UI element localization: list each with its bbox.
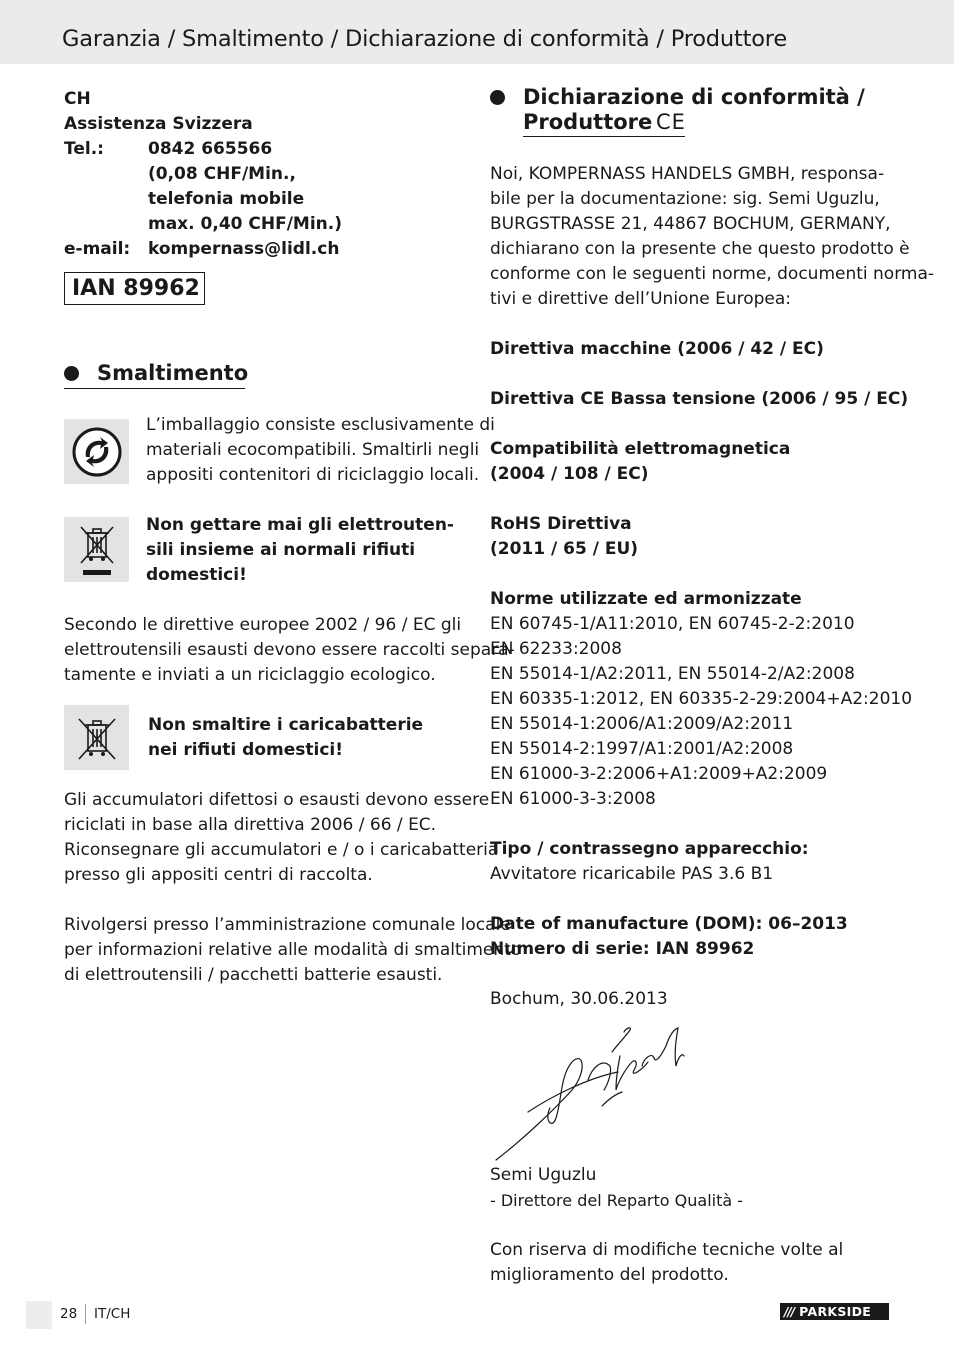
weee-text: Secondo le direttive europee 2002 / 96 / EC gli: [64, 615, 462, 635]
section-heading-conformity-2: Produttore: [523, 110, 653, 134]
contact-tel-line: max. 0,40 CHF/Min.): [148, 214, 342, 234]
contact-email-label: e-mail:: [64, 239, 131, 259]
ce-mark: CE: [656, 110, 686, 134]
directive-machines: Direttiva macchine (2006 / 42 / EC): [490, 339, 824, 359]
intro-text: tivi e direttive dell’Unione Europea:: [490, 289, 792, 309]
standard-item: EN 61000-3-3:2008: [490, 789, 656, 809]
standard-item: EN 55014-1:2006/A1:2009/A2:2011: [490, 714, 794, 734]
contact-email: kompernass@lidl.ch: [148, 239, 340, 259]
intro-text: Noi, KOMPERNASS HANDELS GMBH, responsa-: [490, 164, 885, 184]
standards-heading: Norme utilizzate ed armonizzate: [490, 589, 802, 609]
directive-emc: (2004 / 108 / EC): [490, 464, 649, 484]
bullet-icon: [64, 366, 79, 381]
crossed-bin-icon: [64, 705, 129, 770]
heading-underline: [523, 136, 685, 137]
battery-text: Gli accumulatori difettosi o esausti devono essere: [64, 790, 490, 810]
ian-box: IAN 89962: [64, 272, 205, 305]
charger-warning: nei rifiuti domestici!: [148, 740, 343, 760]
standard-item: EN 60745-1/A11:2010, EN 60745-2-2:2010: [490, 614, 855, 634]
recycling-icon: [64, 419, 129, 484]
charger-warning: Non smaltire i caricabatterie: [148, 715, 424, 735]
contact-tel-line: (0,08 CHF/Min.,: [148, 164, 296, 184]
page-number: 28: [60, 1306, 78, 1322]
disclaimer-text: Con riserva di modifiche tecniche volte al: [490, 1240, 844, 1260]
type-label: Tipo / contrassegno apparecchio:: [490, 839, 809, 859]
disclaimer-text: miglioramento del prodotto.: [490, 1265, 729, 1285]
signature: [492, 1022, 692, 1164]
standard-item: EN 55014-2:1997/A1:2001/A2:2008: [490, 739, 794, 759]
type-value: Avvitatore ricaricabile PAS 3.6 B1: [490, 864, 774, 884]
municipal-text: per informazioni relative alle modalità di smaltimento: [64, 940, 522, 960]
contact-tel-line: 0842 665566: [148, 139, 273, 159]
municipal-text: di elettroutensili / pacchetti batterie esausti.: [64, 965, 443, 985]
place-date: Bochum, 30.06.2013: [490, 989, 668, 1009]
packaging-text: materiali ecocompatibili. Smaltirli negli: [146, 440, 480, 460]
serial-number: Numero di serie: IAN 89962: [490, 939, 755, 959]
directive-rohs: RoHS Direttiva: [490, 514, 632, 534]
directive-rohs: (2011 / 65 / EU): [490, 539, 639, 559]
battery-text: Riconsegnare gli accumulatori e / o i caricabatteria: [64, 840, 499, 860]
directive-low-voltage: Direttiva CE Bassa tensione (2006 / 95 / EC): [490, 389, 909, 409]
date-of-manufacture: Date of manufacture (DOM): 06–2013: [490, 914, 848, 934]
battery-text: presso gli appositi centri di raccolta.: [64, 865, 373, 885]
weee-warning: sili insieme ai normali rifiuti: [146, 540, 416, 560]
signer-name: Semi Uguzlu: [490, 1165, 597, 1185]
weee-text: elettroutensili esausti devono essere raccolti separa-: [64, 640, 515, 660]
standard-item: EN 61000-3-2:2006+A1:2009+A2:2009: [490, 764, 828, 784]
contact-tel-line: telefonia mobile: [148, 189, 305, 209]
parkside-logo: [780, 1303, 889, 1320]
logo-text: PARKSIDE: [799, 1304, 872, 1319]
footer-marker: [26, 1301, 52, 1329]
intro-text: conforme con le seguenti norme, documenti norma-: [490, 264, 935, 284]
logo-slashes: ///: [784, 1304, 795, 1319]
standard-item: EN 60335-1:2012, EN 60335-2-29:2004+A2:2010: [490, 689, 913, 709]
contact-service: Assistenza Svizzera: [64, 114, 253, 134]
footer-language: IT/CH: [94, 1306, 131, 1322]
footer-divider: [85, 1304, 86, 1324]
municipal-text: Rivolgersi presso l’amministrazione comunale locale: [64, 915, 511, 935]
weee-text: tamente e inviati a un riciclaggio ecologico.: [64, 665, 436, 685]
directive-emc: Compatibilità elettromagnetica: [490, 439, 791, 459]
intro-text: dichiarano con la presente che questo prodotto è: [490, 239, 910, 259]
battery-text: riciclati in base alla direttiva 2006 / 66 / EC.: [64, 815, 437, 835]
packaging-text: appositi contenitori di riciclaggio locali.: [146, 465, 480, 485]
bullet-icon: [490, 90, 505, 105]
packaging-text: L’imballaggio consiste esclusivamente di: [146, 415, 495, 435]
signer-role: - Direttore del Reparto Qualità -: [490, 1191, 744, 1210]
weee-warning: domestici!: [146, 565, 247, 585]
intro-text: BURGSTRASSE 21, 44867 BOCHUM, GERMANY,: [490, 214, 891, 234]
weee-warning: Non gettare mai gli elettrouten-: [146, 515, 454, 535]
contact-tel-label: Tel.:: [64, 139, 104, 159]
section-heading-disposal: Smaltimento: [97, 361, 249, 385]
contact-country: CH: [64, 89, 91, 109]
standard-item: EN 55014-1/A2:2011, EN 55014-2/A2:2008: [490, 664, 855, 684]
page-title: Garanzia / Smaltimento / Dichiarazione di conformità / Produttore: [62, 26, 787, 52]
heading-underline: [64, 388, 245, 389]
section-heading-conformity: Dichiarazione di conformità /: [523, 85, 865, 109]
standard-item: EN 62233:2008: [490, 639, 622, 659]
crossed-bin-icon: [64, 517, 129, 582]
intro-text: bile per la documentazione: sig. Semi Uguzlu,: [490, 189, 880, 209]
